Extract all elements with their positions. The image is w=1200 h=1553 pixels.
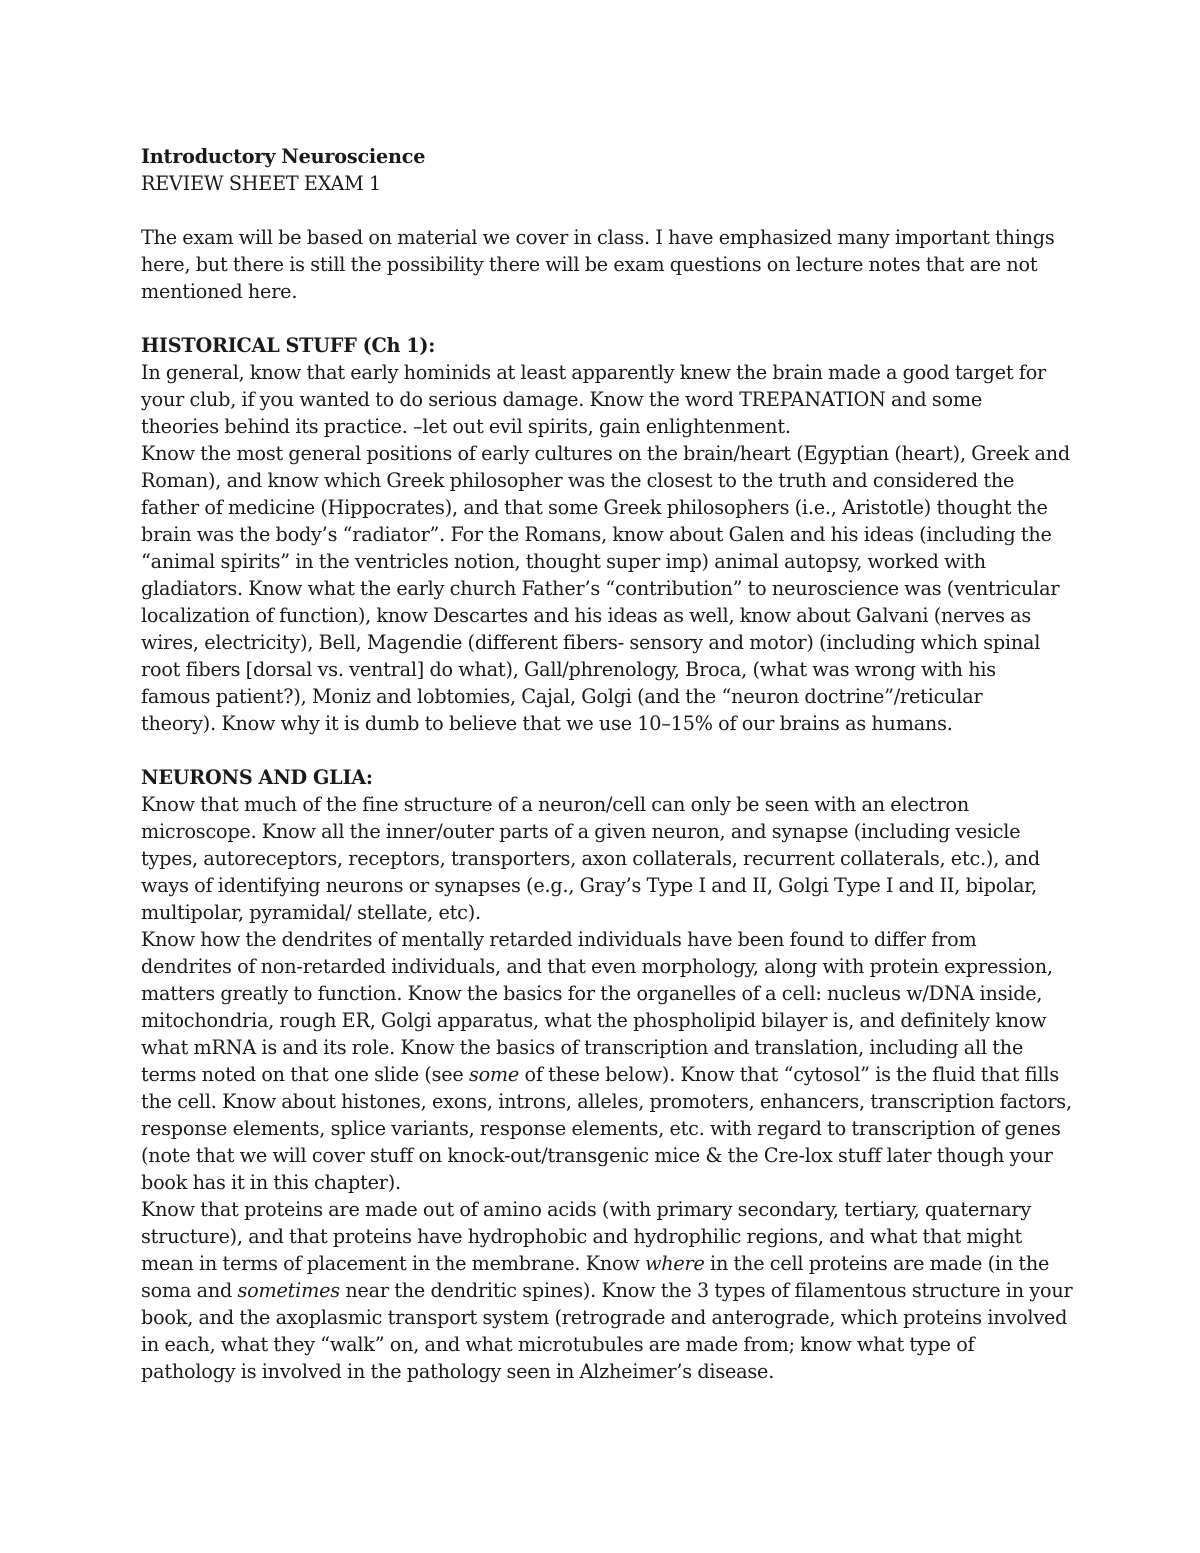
neurons-line: Know how the dendrites of mentally retarded individuals have been found to differ from [141, 928, 977, 951]
historical-line: Know the most general positions of early cultures on the brain/heart (Egyptian (heart), Greek and [141, 442, 1070, 465]
neurons-line-with-emphasis [141, 1277, 1071, 1304]
historical-line: theory). Know why it is dumb to believe that we use 10–15% of our brains as humans. [141, 712, 953, 735]
historical-line: famous patient?), Moniz and lobtomies, Cajal, Golgi (and the “neuron doctrine”/reticular [141, 685, 983, 708]
neurons-section [141, 764, 1071, 1385]
neurons-line: book, and the axoplasmic transport system (retrograde and anterograde, which proteins involved [141, 1306, 1068, 1329]
neurons-line: ways of identifying neurons or synapses (e.g., Gray’s Type I and II, Golgi Type I and II, bipolar, [141, 874, 1037, 897]
neurons-line: microscope. Know all the inner/outer parts of a given neuron, and synapse (including vesicle [141, 820, 1021, 843]
line-text: in the cell proteins are made (in the [704, 1252, 1050, 1275]
historical-line: theories behind its practice. –let out evil spirits, gain enlightenment. [141, 415, 791, 438]
historical-heading: HISTORICAL STUFF (Ch 1): [141, 334, 436, 357]
historical-line: father of medicine (Hippocrates), and that some Greek philosophers (i.e., Aristotle) thought the [141, 496, 1048, 519]
historical-line: Roman), and know which Greek philosopher was the closest to the truth and considered the [141, 469, 1015, 492]
line-text: soma and [141, 1279, 238, 1302]
emphasized-word: sometimes [237, 1279, 340, 1302]
line-text: mean in terms of placement in the membrane. Know [141, 1252, 645, 1275]
historical-line: brain was the body’s “radiator”. For the Romans, know about Galen and his ideas (including the [141, 523, 1052, 546]
line-text: of these below). Know that “cytosol” is the fluid that fills [519, 1063, 1059, 1086]
line-text: terms noted on that one slide (see [141, 1063, 469, 1086]
neurons-line-with-emphasis [141, 1061, 1071, 1088]
line-text: near the dendritic spines). Know the 3 types of filamentous structure in your [339, 1279, 1073, 1302]
intro-line: here, but there is still the possibility there will be exam questions on lecture notes that are not [141, 253, 1038, 276]
neurons-line: Know that much of the fine structure of a neuron/cell can only be seen with an electron [141, 793, 970, 816]
neurons-line: pathology is involved in the pathology seen in Alzheimer’s disease. [141, 1360, 775, 1383]
spacer [141, 737, 1071, 764]
neurons-line: multipolar, pyramidal/ stellate, etc). [141, 901, 481, 924]
historical-line: gladiators. Know what the early church Father’s “contribution” to neuroscience was (ventricular [141, 577, 1060, 600]
historical-section [141, 332, 1071, 737]
document-body [141, 143, 1071, 1385]
neurons-line: dendrites of non-retarded individuals, and that even morphology, along with protein expression, [141, 955, 1053, 978]
historical-line: In general, know that early hominids at least apparently knew the brain made a good target for [141, 361, 1047, 384]
neurons-line: book has it in this chapter). [141, 1171, 401, 1194]
neurons-line: the cell. Know about histones, exons, introns, alleles, promoters, enhancers, transcription factors, [141, 1090, 1072, 1113]
neurons-line: types, autoreceptors, receptors, transporters, axon collaterals, recurrent collaterals, etc.), and [141, 847, 1040, 870]
historical-line: your club, if you wanted to do serious damage. Know the word TREPANATION and some [141, 388, 983, 411]
historical-line: localization of function), know Descartes and his ideas as well, know about Galvani (nerves as [141, 604, 1032, 627]
intro-paragraph [141, 224, 1071, 305]
emphasized-word: where [644, 1252, 705, 1275]
document-subtitle: REVIEW SHEET EXAM 1 [141, 172, 381, 195]
neurons-line: (note that we will cover stuff on knock-out/transgenic mice & the Cre-lox stuff later though your [141, 1144, 1053, 1167]
document-title: Introductory Neuroscience [141, 145, 426, 168]
neurons-line: Know that proteins are made out of amino acids (with primary secondary, tertiary, quaternary [141, 1198, 1032, 1221]
neurons-line: mitochondria, rough ER, Golgi apparatus, what the phospholipid bilayer is, and definitely know [141, 1009, 1047, 1032]
intro-line: mentioned here. [141, 280, 298, 303]
emphasized-word: some [468, 1063, 520, 1086]
historical-line: “animal spirits” in the ventricles notion, thought super imp) animal autopsy, worked with [141, 550, 986, 573]
neurons-line-with-emphasis [141, 1250, 1071, 1277]
neurons-line: structure), and that proteins have hydrophobic and hydrophilic regions, and what that might [141, 1225, 1023, 1248]
spacer [141, 305, 1071, 332]
neurons-line: matters greatly to function. Know the basics for the organelles of a cell: nucleus w/DNA inside, [141, 982, 1043, 1005]
neurons-line: response elements, splice variants, response elements, etc. with regard to transcription of genes [141, 1117, 1061, 1140]
neurons-heading: NEURONS AND GLIA: [141, 766, 373, 789]
neurons-line: what mRNA is and its role. Know the basics of transcription and translation, including all the [141, 1036, 1024, 1059]
spacer [141, 197, 1071, 224]
neurons-line: in each, what they “walk” on, and what microtubules are made from; know what type of [141, 1333, 975, 1356]
intro-line: The exam will be based on material we cover in class. I have emphasized many important things [141, 226, 1055, 249]
historical-line: root fibers [dorsal vs. ventral] do what), Gall/phrenology, Broca, (what was wrong with his [141, 658, 996, 681]
historical-line: wires, electricity), Bell, Magendie (different fibers- sensory and motor) (including which spinal [141, 631, 1041, 654]
